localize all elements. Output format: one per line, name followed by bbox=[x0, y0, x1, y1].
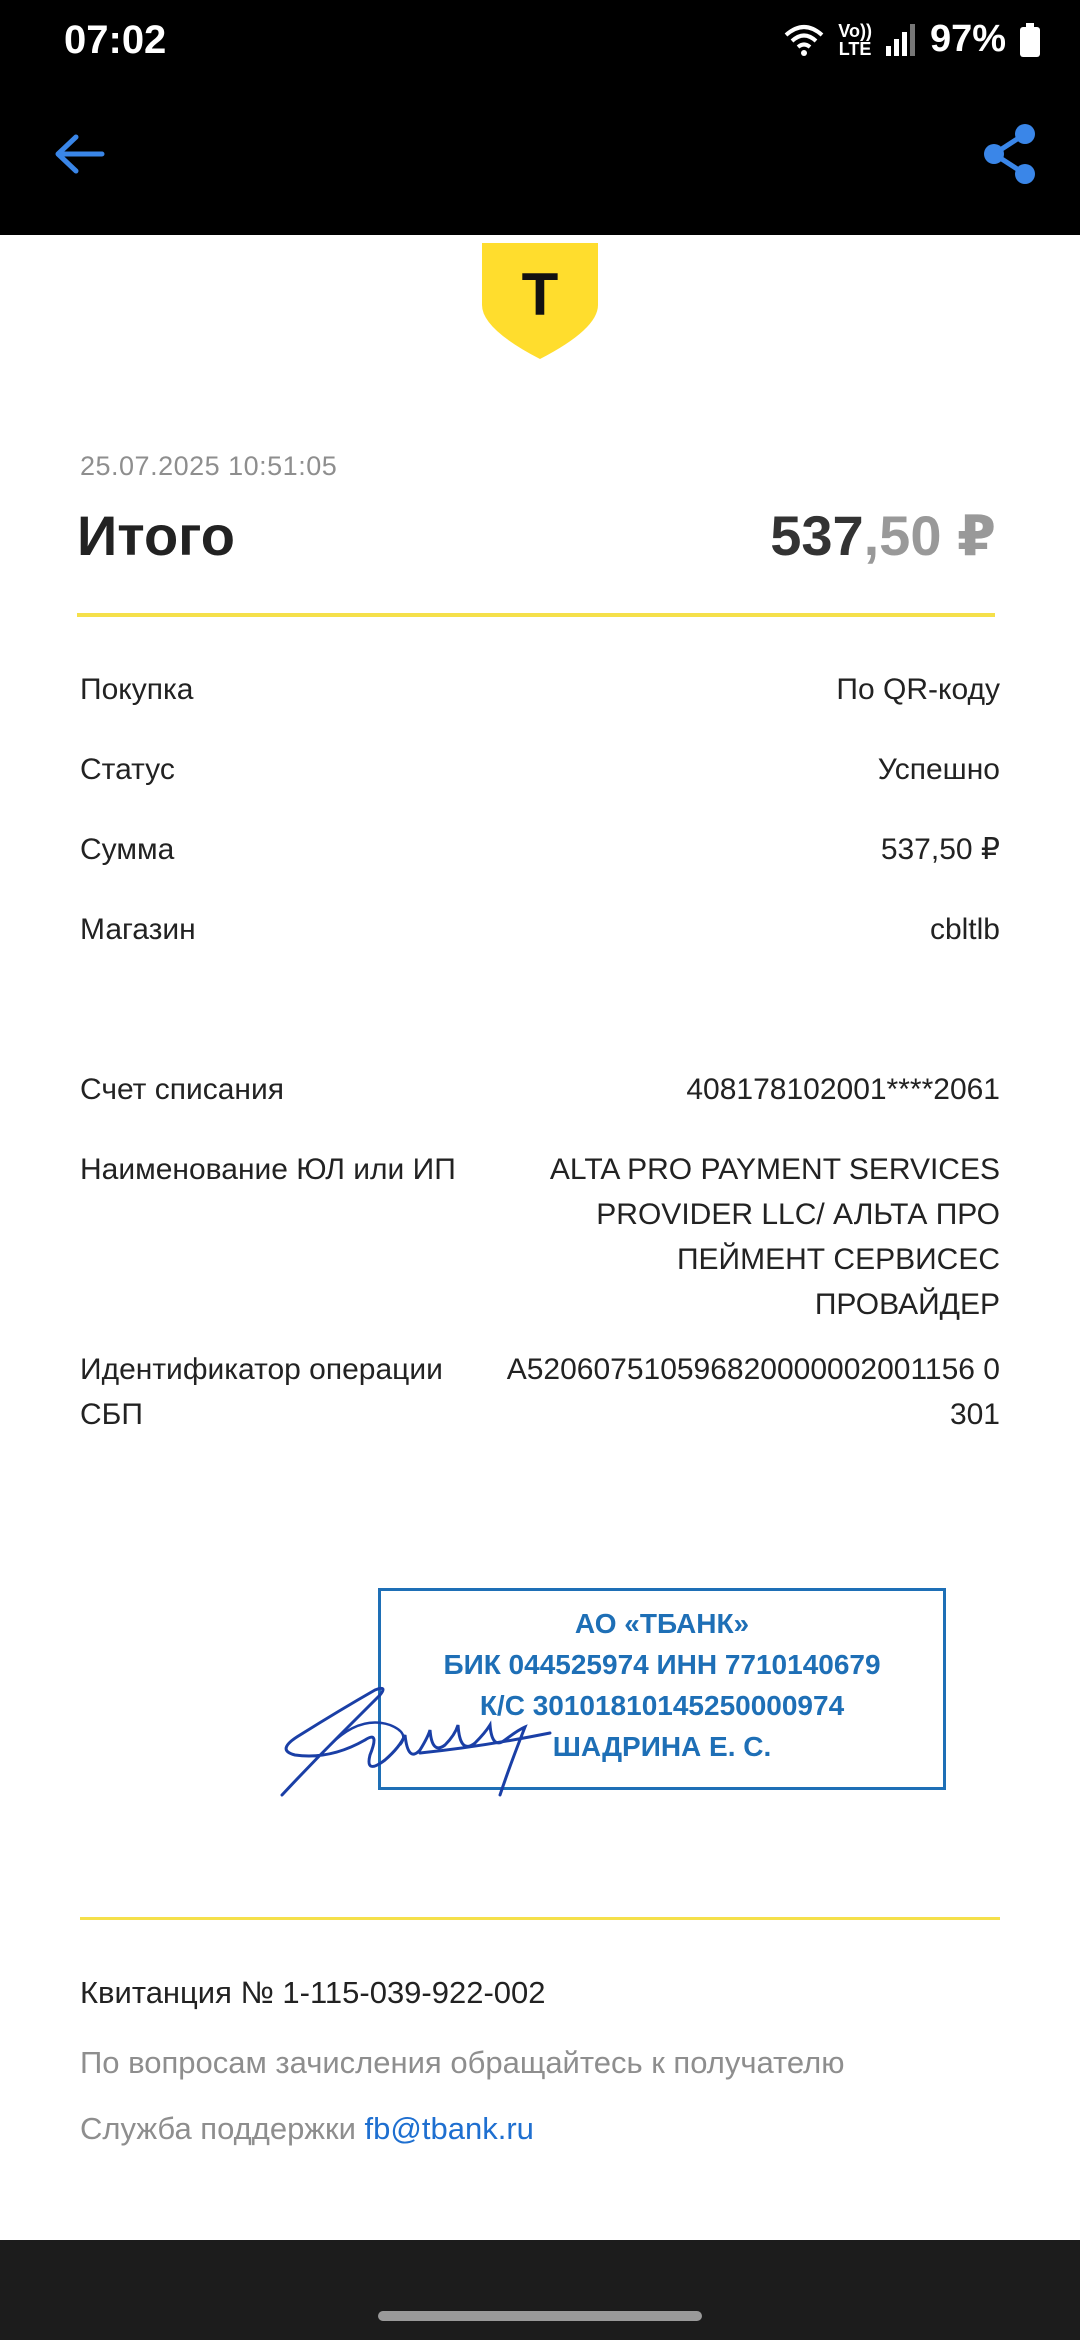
status-bar bbox=[0, 0, 1080, 80]
share-button[interactable] bbox=[980, 122, 1040, 186]
svg-text:Т: Т bbox=[521, 261, 559, 328]
detail-value: Успешно bbox=[877, 753, 1000, 786]
footer-divider bbox=[80, 1917, 1000, 1920]
detail-value: A520607510596820000002001156 0301 bbox=[506, 1353, 1000, 1431]
detail-value: cbltlb bbox=[929, 913, 1000, 946]
detail-label: Наименование ЮЛ или ИП bbox=[80, 1153, 456, 1186]
detail-label: Статус bbox=[80, 753, 175, 786]
status-icons bbox=[784, 18, 1040, 61]
recipient-note: По вопросам зачисления обращайтесь к получателю bbox=[80, 2045, 845, 2080]
detail-label: Счет списания bbox=[80, 1073, 284, 1106]
detail-label: Магазин bbox=[80, 913, 196, 946]
divider bbox=[77, 613, 995, 617]
signature bbox=[270, 1655, 570, 1815]
detail-value: ALTA PRO PAYMENT SERVICES PROVIDER LLC/ АЛЬТА ПРО ПЕЙМЕНТ СЕРВИСЕС ПРОВАЙДЕР bbox=[549, 1153, 1000, 1321]
stamp-line: ШАДРИНА Е. С. bbox=[552, 1731, 772, 1762]
stamp-line: АО «ТБАНК» bbox=[574, 1608, 750, 1639]
receipt bbox=[0, 235, 1080, 2240]
total-amount-int: 537 bbox=[770, 504, 864, 567]
signal-icon bbox=[886, 24, 916, 56]
detail-label: Сумма bbox=[80, 833, 175, 866]
network-type-label: Vo)) LTE bbox=[838, 20, 872, 59]
system-nav-bar bbox=[0, 2240, 1080, 2340]
stamp-line: БИК 044525974 ИНН 7710140679 bbox=[443, 1649, 881, 1680]
transaction-datetime: 25.07.2025 10:51:05 bbox=[80, 451, 338, 481]
tbank-logo bbox=[482, 243, 598, 359]
wifi-icon bbox=[784, 23, 824, 57]
total-amount bbox=[770, 503, 996, 569]
battery-icon bbox=[1020, 23, 1040, 57]
home-indicator[interactable] bbox=[378, 2311, 702, 2321]
detail-label: Покупка bbox=[80, 673, 194, 706]
status-time: 07:02 bbox=[64, 18, 167, 62]
detail-value: 408178102001****2061 bbox=[686, 1073, 1000, 1106]
total-label: Итого bbox=[77, 504, 235, 567]
support-email-link[interactable]: fb@tbank.ru bbox=[364, 2111, 534, 2146]
arrow-left-icon bbox=[50, 124, 110, 184]
share-icon bbox=[980, 122, 1040, 186]
app-bar bbox=[0, 80, 1080, 235]
stamp-line: К/С 30101810145250000974 bbox=[479, 1690, 845, 1721]
receipt-number: Квитанция № 1-115-039-922-002 bbox=[80, 1975, 546, 2010]
back-button[interactable] bbox=[50, 124, 110, 184]
detail-value: По QR-коду bbox=[836, 673, 1000, 706]
detail-value: 537,50 ₽ bbox=[880, 833, 1000, 866]
battery-percent: 97% bbox=[929, 18, 1006, 60]
detail-label: Идентификатор операции СБП bbox=[80, 1353, 443, 1431]
support-prefix: Служба поддержки bbox=[80, 2111, 365, 2146]
total-amount-frac: ,50 ₽ bbox=[863, 504, 996, 567]
support-line bbox=[80, 2111, 534, 2147]
